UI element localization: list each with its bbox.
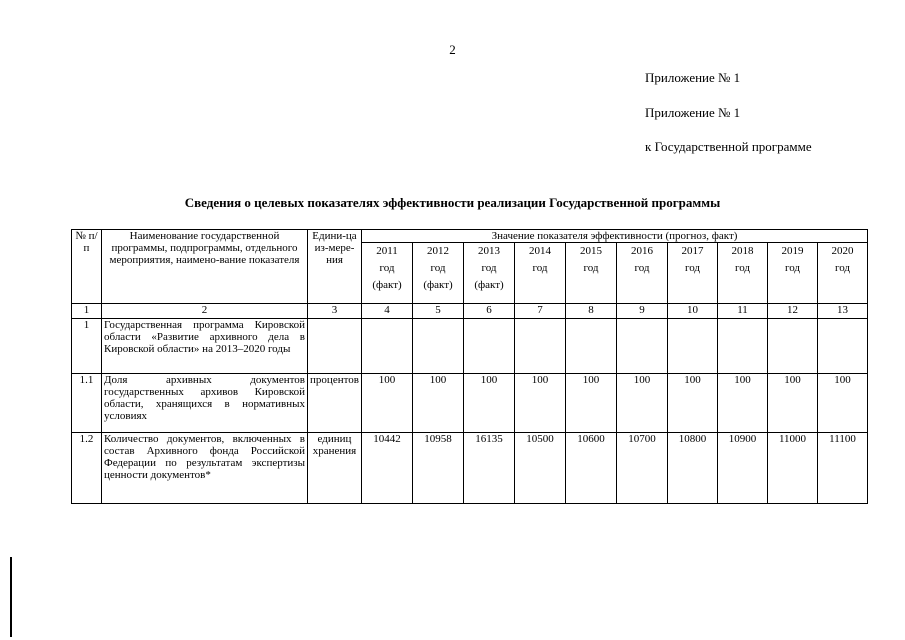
row-value <box>617 319 668 374</box>
header-year: 2017 год <box>668 243 718 304</box>
column-number: 13 <box>818 304 868 319</box>
row-value: 100 <box>668 374 718 433</box>
header-year: 2014 год <box>515 243 566 304</box>
row-value <box>515 319 566 374</box>
header-year: 2018 год <box>718 243 768 304</box>
column-number: 11 <box>718 304 768 319</box>
left-margin-bar <box>10 557 12 637</box>
header-year: 2012 год (факт) <box>413 243 464 304</box>
row-unit: процентов <box>308 374 362 433</box>
row-value: 100 <box>718 374 768 433</box>
row-number: 1.2 <box>72 433 102 504</box>
document-title: Сведения о целевых показателях эффективности реализации Государственной программы <box>184 195 721 210</box>
row-value <box>413 319 464 374</box>
indicators-table <box>71 229 868 504</box>
row-value <box>818 319 868 374</box>
column-number: 10 <box>668 304 718 319</box>
column-number: 4 <box>362 304 413 319</box>
header-row <box>72 230 868 243</box>
row-value: 10900 <box>718 433 768 504</box>
row-value: 100 <box>768 374 818 433</box>
row-number: 1.1 <box>72 374 102 433</box>
table-row <box>72 433 868 504</box>
row-value <box>362 319 413 374</box>
row-name: Количество документов, включенных в состав Архивного фонда Российской Федерации по результатам экспертизы ценности документов* <box>102 433 308 504</box>
column-number: 1 <box>72 304 102 319</box>
row-value: 100 <box>362 374 413 433</box>
row-value: 16135 <box>464 433 515 504</box>
row-value: 11000 <box>768 433 818 504</box>
column-number: 6 <box>464 304 515 319</box>
row-value <box>566 319 617 374</box>
header-year: 2019 год <box>768 243 818 304</box>
column-number: 9 <box>617 304 668 319</box>
column-numbers-row <box>72 304 868 319</box>
header-year: 2015 год <box>566 243 617 304</box>
header-year: 2013 год (факт) <box>464 243 515 304</box>
appendix-line-2: Приложение № 1 <box>645 105 741 120</box>
header-year: 2016 год <box>617 243 668 304</box>
row-value: 100 <box>464 374 515 433</box>
column-number: 7 <box>515 304 566 319</box>
row-value: 10600 <box>566 433 617 504</box>
column-number: 12 <box>768 304 818 319</box>
header-values: Значение показателя эффективности (прогноз, факт) <box>362 230 868 243</box>
row-value: 11100 <box>818 433 868 504</box>
row-value <box>464 319 515 374</box>
row-value <box>668 319 718 374</box>
row-name: Государственная программа Кировской области «Развитие архивного дела в Кировской области» на 2013–2020 годы <box>102 319 308 374</box>
row-number: 1 <box>72 319 102 374</box>
appendix-line-3: к Государственной программе <box>645 139 812 154</box>
header-unit: Едини-ца из-мере-ния <box>308 230 362 304</box>
appendix-line-1: Приложение № 1 <box>645 70 741 85</box>
header-year: 2011 год (факт) <box>362 243 413 304</box>
row-value: 100 <box>413 374 464 433</box>
header-number: № п/п <box>72 230 102 304</box>
column-number: 8 <box>566 304 617 319</box>
row-value <box>718 319 768 374</box>
table-row <box>72 374 868 433</box>
row-value <box>768 319 818 374</box>
column-number: 2 <box>102 304 308 319</box>
row-value: 100 <box>515 374 566 433</box>
header-year: 2020 год <box>818 243 868 304</box>
row-value: 10500 <box>515 433 566 504</box>
column-number: 3 <box>308 304 362 319</box>
row-value: 10442 <box>362 433 413 504</box>
row-value: 100 <box>617 374 668 433</box>
page-number: 2 <box>449 42 456 57</box>
row-name: Доля архивных документов государственных архивов Кировской области, хранящихся в нормативных условиях <box>102 374 308 433</box>
row-value: 10700 <box>617 433 668 504</box>
header-name: Наименование государственной программы, подпрограммы, отдельного мероприятия, наимено-вание показателя <box>102 230 308 304</box>
row-value: 100 <box>566 374 617 433</box>
row-unit: единиц хранения <box>308 433 362 504</box>
table-row <box>72 319 868 374</box>
column-number: 5 <box>413 304 464 319</box>
row-value: 100 <box>818 374 868 433</box>
row-value: 10958 <box>413 433 464 504</box>
row-value: 10800 <box>668 433 718 504</box>
row-unit <box>308 319 362 374</box>
